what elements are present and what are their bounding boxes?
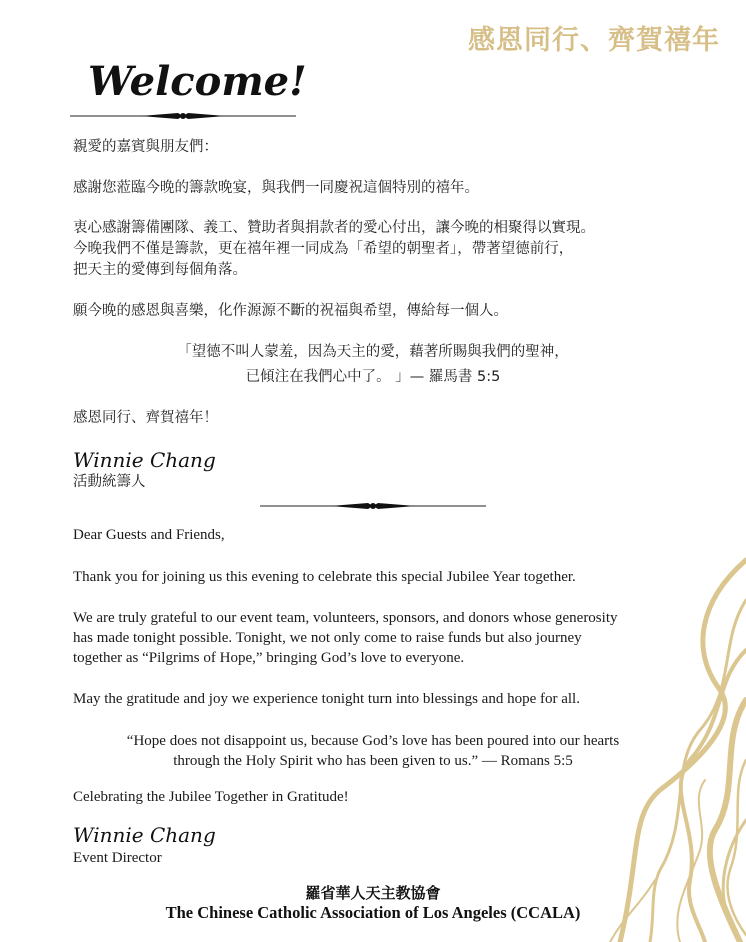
en-quote-line-2: through the Holy Spirit who has been given to us.” — Romans 5:5 [173,753,573,769]
header-title: 感恩同行、齊賀禧年 [468,25,720,56]
zh-role: 活動統籌人 [73,474,146,490]
en-paragraph-2-line-3: together as “Pilgrims of Hope,” bringing God’s love to everyone. [73,650,465,666]
zh-paragraph-3: 願今晚的感恩與喜樂，化作源源不斷的祝福與希望，傳給每一個人。 [73,303,508,319]
en-signature: Winnie Chang [73,823,216,847]
zh-paragraph-2-line-3: 把天主的愛傳到每個角落。 [73,262,247,278]
zh-closing: 感恩同行、齊賀禧年！ [73,410,218,426]
en-paragraph-2-line-2: has made tonight possible. Tonight, we not only come to raise funds but also journey [73,630,582,646]
welcome-divider [70,108,296,124]
zh-signature: Winnie Chang [73,448,216,472]
zh-paragraph-1: 感謝您蒞臨今晚的籌款晚宴，與我們一同慶祝這個特別的禧年。 [73,180,479,196]
en-greeting: Dear Guests and Friends, [73,527,225,543]
en-role: Event Director [73,850,162,866]
welcome-heading: Welcome! [88,58,307,105]
footer-org-english: The Chinese Catholic Association of Los Angeles (CCALA) [165,903,581,922]
zh-quote-line-2: 已傾注在我們心中了。 」— 羅馬書 5:5 [245,369,501,385]
en-paragraph-1: Thank you for joining us this evening to celebrate this special Jubilee Year together. [73,569,576,585]
zh-paragraph-2-line-1: 衷心感謝籌備團隊、義工、贊助者與捐款者的愛心付出，讓今晚的相聚得以實現。 [73,220,595,236]
zh-greeting: 親愛的嘉賓與朋友們： [73,139,218,155]
zh-quote-line-1: 「望德不叫人蒙羞，因為天主的愛，藉著所賜與我們的聖神， [177,344,569,360]
footer-org-chinese: 羅省華人天主教協會 [305,884,441,902]
en-paragraph-2-line-1: We are truly grateful to our event team, volunteers, sponsors, and donors whose generosity [73,610,618,626]
en-paragraph-3: May the gratitude and joy we experience tonight turn into blessings and hope for all. [73,691,580,707]
en-quote-line-1: “Hope does not disappoint us, because God’s love has been poured into our hearts [126,733,620,749]
en-closing: Celebrating the Jubilee Together in Gratitude! [73,789,349,805]
zh-paragraph-2-line-2: 今晚我們不僅是籌款，更在禧年裡一同成為「希望的朝聖者」，帶著望德前行， [73,241,574,257]
section-divider [260,498,486,514]
